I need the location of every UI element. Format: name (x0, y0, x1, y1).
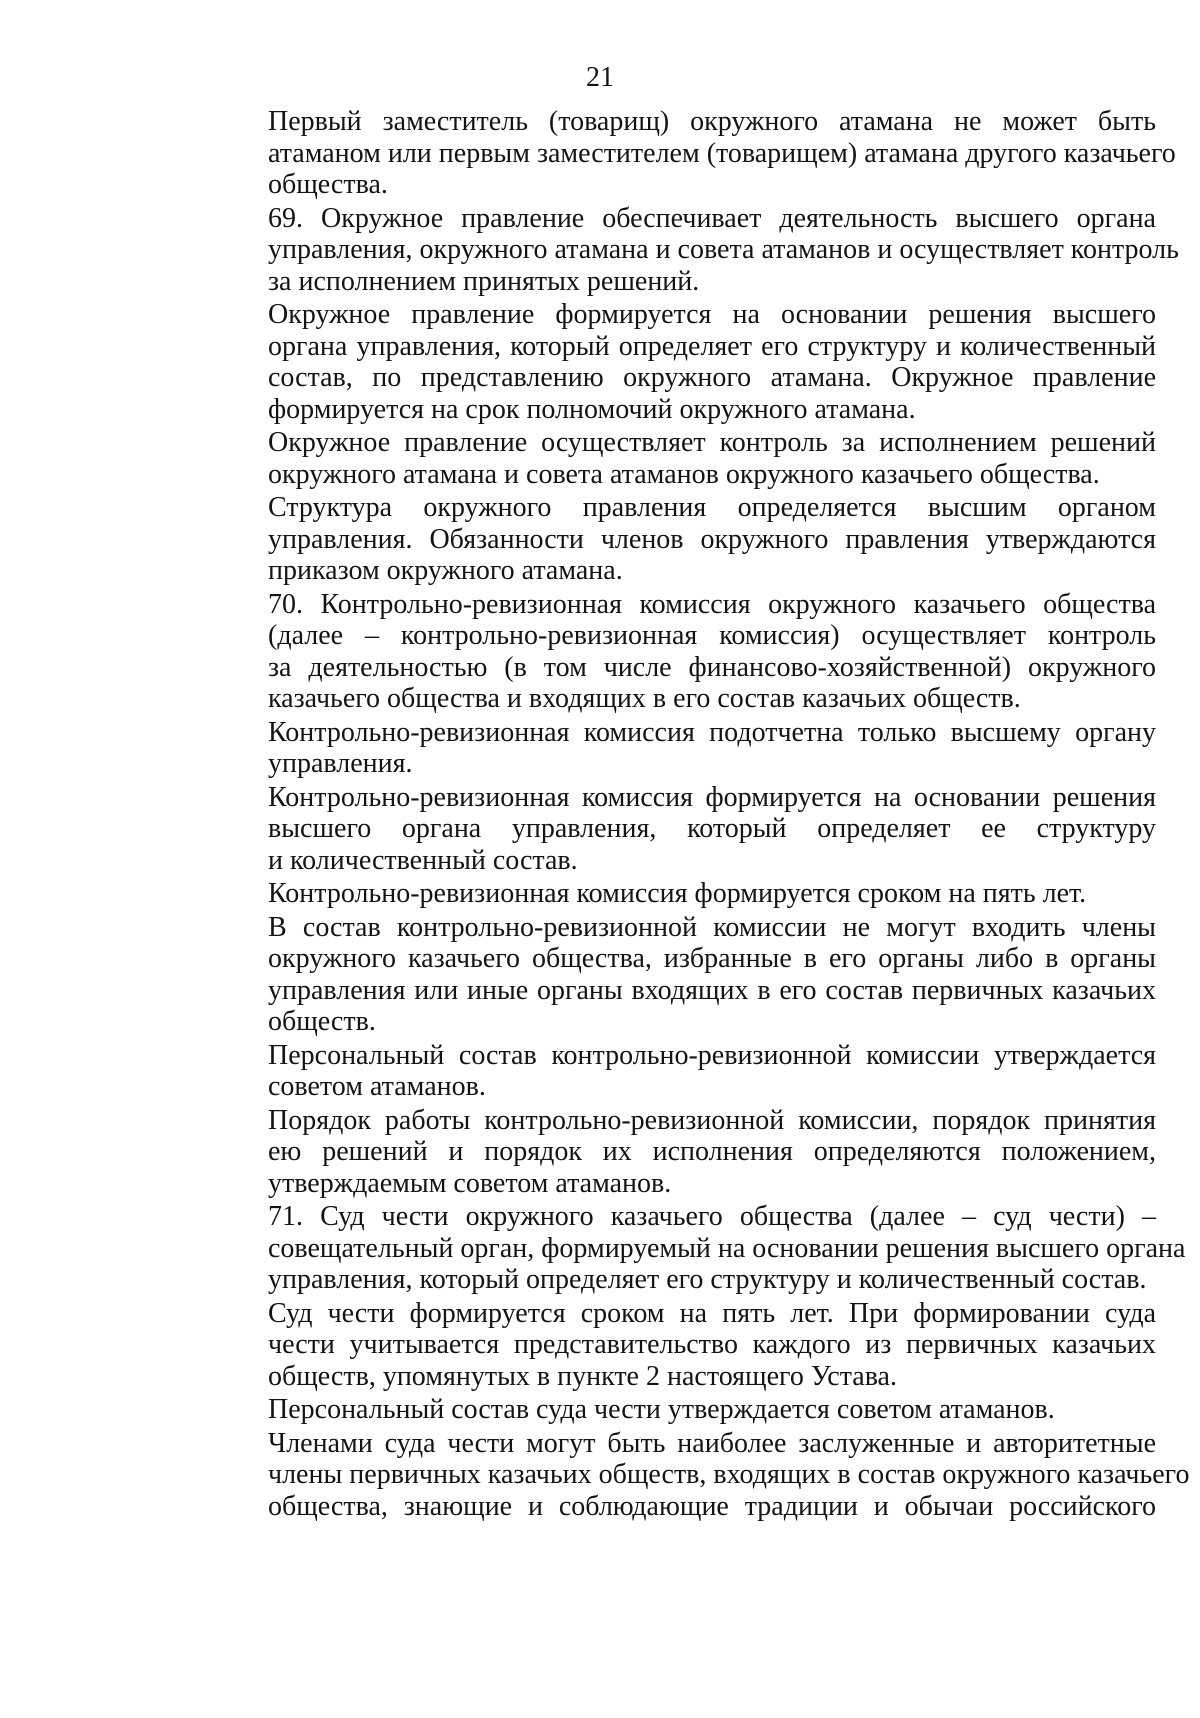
text-line: Персональный состав контрольно-ревизионной комиссии утверждается (268, 1039, 1156, 1071)
text-line: Контрольно-ревизионная комиссия формируется на основании решения (268, 781, 1156, 813)
text-line: ею решений и порядок их исполнения определяются положением, (268, 1136, 1156, 1167)
paragraph-69 (196, 202, 1179, 298)
text-line: окружного атамана и совета атаманов окружного казачьего общества. (268, 458, 1100, 490)
paragraph-board-structure (196, 492, 1156, 587)
text-line: высшего органа управления, который определяет ее структуру (268, 813, 1156, 844)
text-line: общества. (268, 169, 388, 200)
text-line: Контрольно-ревизионная комиссия формируется сроком на пять лет. (268, 878, 1087, 909)
text-line: обществ. (268, 1006, 376, 1037)
text-line: обществ, упомянутых в пункте 2 настоящего Устава. (268, 1360, 897, 1392)
paragraph-court-approval (196, 1394, 1156, 1426)
text-line: Суд чести формируется сроком на пять лет. При формировании суда (268, 1297, 1156, 1329)
paragraph-70 (196, 589, 1156, 715)
text-line: совещательный орган, формируемый на основании решения высшего органа (268, 1232, 1186, 1264)
paragraph-commission-membership (196, 912, 1156, 1038)
paragraph-commission-procedure (196, 1105, 1156, 1200)
text-line: атаманом или первым заместителем (товарищем) атамана другого казачьего (268, 137, 1176, 169)
text-line: управления. Обязанности членов окружного правления утверждаются (268, 523, 1156, 555)
text-line: (далее – контрольно-ревизионная комиссия) осуществляет контроль (268, 620, 1156, 651)
text-line: Порядок работы контрольно-ревизионной комиссии, порядок принятия (268, 1104, 1156, 1136)
text-line: окружного казачьего общества, избранные в его органы либо в органы (268, 943, 1156, 974)
text-line: состав, по представлению окружного атамана. Окружное правление (268, 362, 1156, 393)
paragraph-court-members (196, 1427, 1190, 1523)
text-line: Окружное правление формируется на основании решения высшего (268, 299, 1156, 330)
text-line: 69. Окружное правление обеспечивает деятельность высшего органа (268, 202, 1156, 234)
text-line: советом атаманов. (268, 1071, 486, 1102)
text-line: управления или иные органы входящих в его состав первичных казачьих (268, 974, 1156, 1006)
text-line: Окружное правление осуществляет контроль за исполнением решений (268, 427, 1156, 458)
text-line: Структура окружного правления определяется высшим органом (268, 492, 1156, 523)
text-line: формируется на срок полномочий окружного атамана. (268, 393, 916, 425)
body-text (196, 106, 1190, 1522)
paragraph-commission-accountability (196, 717, 1156, 780)
text-line: чести учитывается представительство каждого из первичных казачьих (268, 1329, 1156, 1360)
paragraph-commission-term (196, 878, 1156, 910)
text-line: общества, знающие и соблюдающие традиции и обычаи российского (268, 1490, 1156, 1522)
text-line: органа управления, который определяет его структуру и количественный (268, 330, 1156, 362)
text-line: Персональный состав суда чести утверждается советом атаманов. (268, 1394, 1055, 1425)
text-line: Членами суда чести могут быть наиболее заслуженные и авторитетные (268, 1427, 1156, 1459)
text-line: 71. Суд чести окружного казачьего общества (далее – суд чести) – (268, 1201, 1156, 1232)
text-line: 70. Контрольно-ревизионная комиссия окружного казачьего общества (268, 588, 1156, 620)
text-line: члены первичных казачьих обществ, входящих в состав окружного казачьего (268, 1459, 1190, 1490)
text-line: управления, который определяет его структуру и количественный состав. (268, 1264, 1147, 1295)
paragraph-deputy-ataman (196, 106, 1176, 201)
text-line: Контрольно-ревизионная комиссия подотчетна только высшему органу (268, 716, 1156, 748)
text-line: за деятельностью (в том числе финансово-хозяйственной) окружного (268, 651, 1156, 683)
paragraph-board-control (196, 427, 1156, 490)
page-number: 21 (586, 62, 614, 93)
text-line: приказом окружного атамана. (268, 555, 623, 586)
text-line: В состав контрольно-ревизионной комиссии не могут входить члены (268, 911, 1156, 943)
paragraph-commission-formation (196, 782, 1156, 877)
text-line: за исполнением принятых решений. (268, 265, 700, 297)
text-line: казачьего общества и входящих в его состав казачьих обществ. (268, 683, 1021, 714)
text-line: управления. (268, 748, 413, 779)
paragraph-board-formation (196, 299, 1156, 425)
text-line: управления, окружного атамана и совета атаманов и осуществляет контроль (268, 234, 1179, 265)
text-line: и количественный состав. (268, 844, 578, 876)
text-line: Первый заместитель (товарищ) окружного атамана не может быть (268, 106, 1156, 137)
paragraph-court-term (196, 1298, 1156, 1393)
paragraph-commission-approval (196, 1040, 1156, 1103)
text-line: утверждаемым советом атаманов. (268, 1167, 672, 1199)
paragraph-71 (196, 1201, 1186, 1296)
